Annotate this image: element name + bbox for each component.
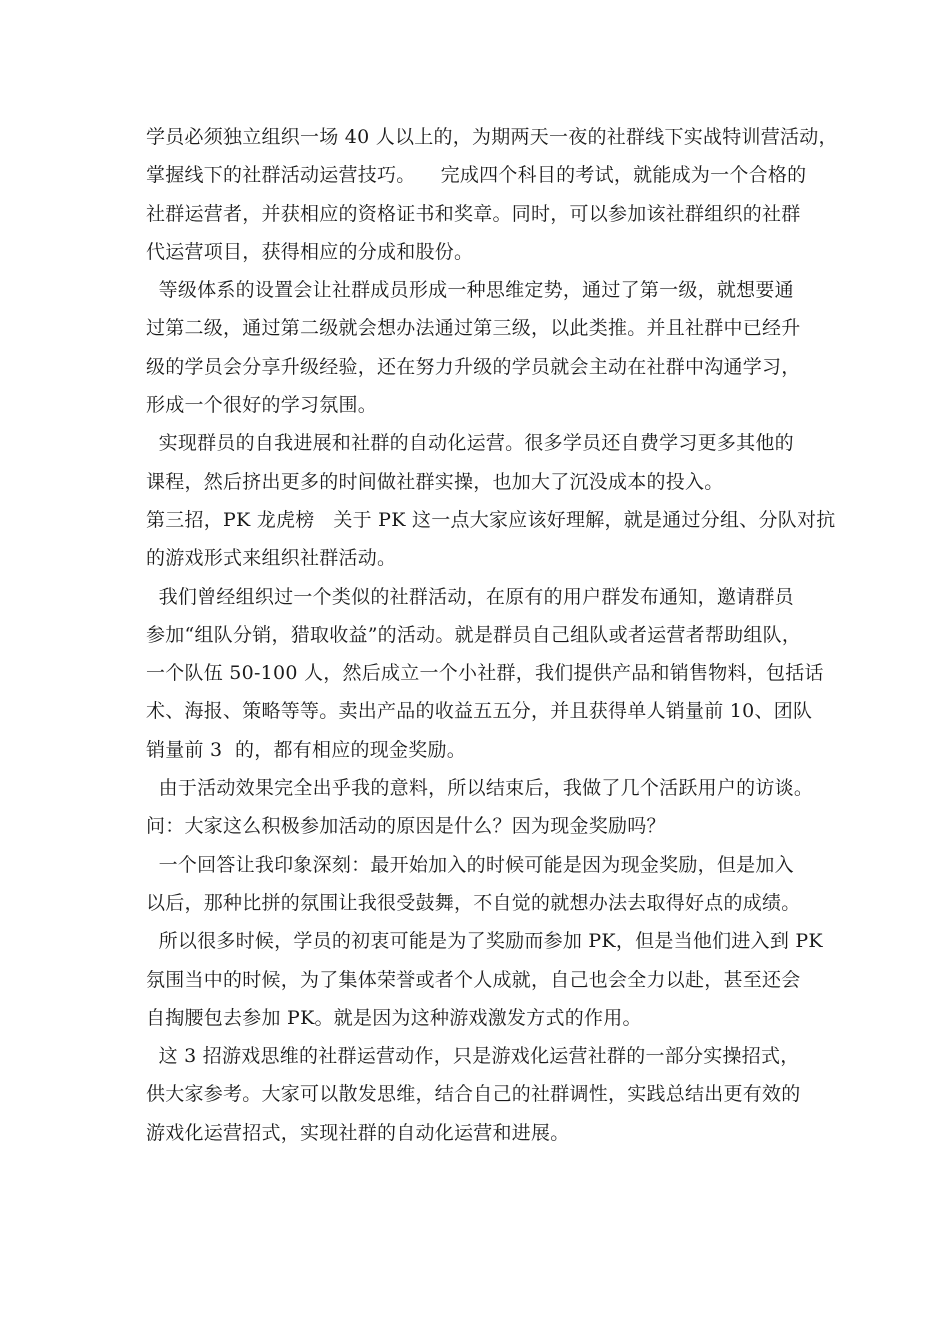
text-line: 形成一个很好的学习氛围。 [146,394,378,417]
text-line: 代运营项目，获得相应的分成和股份。 [146,240,474,263]
text-line: 社群运营者，并获相应的资格证书和奖章。同时，可以参加该社群组织的社群 [146,202,801,225]
text-line: 问：大家这么积极参加活动的原因是什么？因为现金奖励吗？ [146,815,666,838]
text-line: 的游戏形式来组织社群活动。 [146,547,397,570]
text-line: 氛围当中的时候，为了集体荣誉或者个人成就，自己也会全力以赴，甚至还会 [146,968,801,991]
text-line: 级的学员会分享升级经验，还在努力升级的学员就会主动在社群中沟通学习， [146,355,801,378]
text-line: 以后，那种比拼的氛围让我很受鼓舞，不自觉的就想办法去取得好点的成绩。 [146,891,801,914]
text-line: 销量前 3 的，都有相应的现金奖励。 [146,738,466,761]
text-line: 供大家参考。大家可以散发思维，结合自己的社群调性，实践总结出更有效的 [146,1083,801,1106]
document-body [146,118,838,1152]
text-line: 参加“组队分销，猎取收益”的活动。就是群员自己组队或者运营者帮助组队， [146,623,802,646]
text-line: 掌握线下的社群活动运营技巧。 完成四个科目的考试，就能成为一个合格的 [146,164,807,187]
text-line: 游戏化运营招式，实现社群的自动化运营和进展。 [146,1121,570,1144]
text-line: 由于活动效果完全出乎我的意料，所以结束后，我做了几个活跃用户的访谈。 [146,777,814,800]
text-line: 过第二级，通过第二级就会想办法通过第三级，以此类推。并且社群中已经升 [146,317,801,340]
text-line: 学员必须独立组织一场 40 人以上的，为期两天一夜的社群线下实战特训营活动， [146,126,838,148]
text-line: 课程，然后挤出更多的时间做社群实操，也加大了沉没成本的投入。 [146,470,724,493]
text-line: 术、海报、策略等等。卖出产品的收益五五分，并且获得单人销量前 10、团队 [146,700,813,723]
text-line: 自掏腰包去参加 PK。就是因为这种游戏激发方式的作用。 [146,1006,642,1029]
text-line: 一个队伍 50-100 人，然后成立一个小社群，我们提供产品和销售物料，包括话 [146,662,824,685]
text-line: 我们曾经组织过一个类似的社群活动，在原有的用户群发布通知，邀请群员 [146,585,794,608]
text-line: 一个回答让我印象深刻：最开始加入的时候可能是因为现金奖励，但是加入 [146,853,794,876]
text-line: 这 3 招游戏思维的社群运营动作，只是游戏化运营社群的一部分实操招式， [146,1045,800,1068]
text-line: 所以很多时候，学员的初衷可能是为了奖励而参加 PK，但是当他们进入到 PK [146,930,823,953]
text-line: 第三招，PK 龙虎榜 关于 PK 这一点大家应该好理解，就是通过分组、分队对抗 [146,508,836,531]
text-line: 等级体系的设置会让社群成员形成一种思维定势，通过了第一级，就想要通 [146,279,794,302]
text-line: 实现群员的自我进展和社群的自动化运营。很多学员还自费学习更多其他的 [146,432,794,455]
